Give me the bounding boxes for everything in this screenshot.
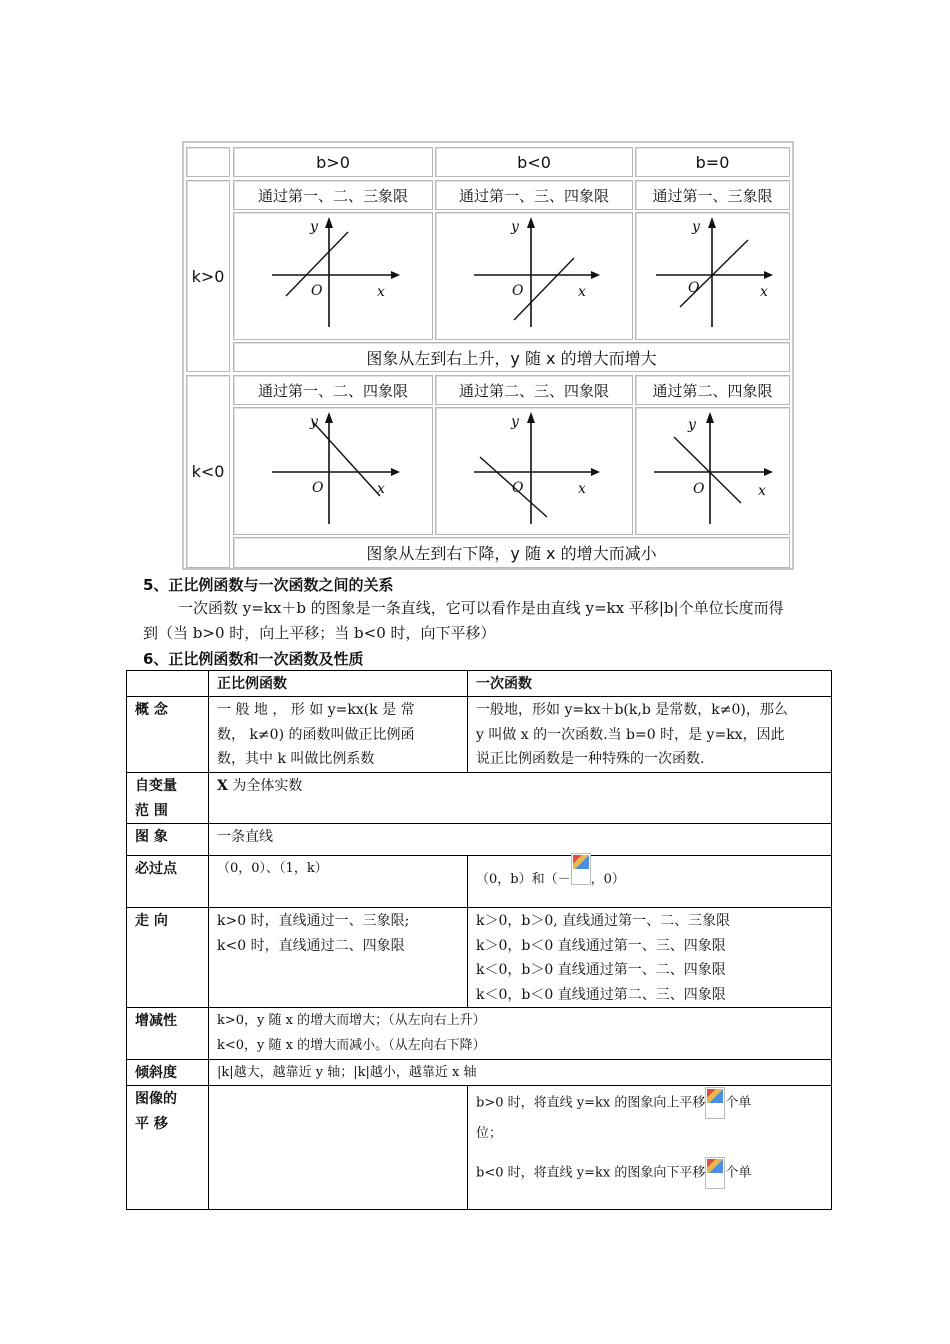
direction-linear [467, 907, 832, 1008]
label-direction: 走 向 [126, 907, 209, 1008]
summary-text: 图象从左到右上升，y 随 x 的增大而增大 [366, 348, 657, 368]
monotonic-line: k<0，y 随 x 的增大而减小。（从左向右下降） [217, 1037, 486, 1053]
label-graph: 图 象 [126, 823, 209, 856]
x-label: x [377, 284, 385, 300]
line-graph-k-pos-b-pos [234, 212, 432, 340]
quadrant-cell [635, 180, 790, 210]
shift-text: 个单 [725, 1095, 752, 1111]
shift-line-unit: 位； [476, 1126, 503, 1141]
label-line: 范 围 [135, 802, 168, 819]
points-text: ，0） [590, 872, 625, 887]
fraction-image-icon [705, 1087, 725, 1119]
domain-variable: X [217, 778, 228, 794]
y-label: y [511, 219, 519, 235]
y-arrow-icon [527, 217, 535, 228]
x-arrow-icon [591, 271, 600, 279]
y-label: y [511, 414, 519, 430]
shift-text: b>0 时，将直线 y=kx 的图象向上平移 [476, 1095, 706, 1111]
quadrant-cell [435, 180, 633, 210]
x-arrow-icon [391, 271, 400, 279]
summary-cell [233, 537, 790, 568]
shift-linear [467, 1085, 832, 1210]
line-graph-k-pos-b-neg [436, 212, 632, 340]
header-proportional: 正比例函数 [208, 670, 468, 697]
x-label: x [760, 284, 768, 300]
graph-cell [435, 212, 633, 340]
section6-heading: 6、正比例函数和一次函数及性质 [143, 650, 364, 668]
direction-line: k<0 时，直线通过二、四象限 [217, 937, 405, 954]
concept-line: 数， k≠0) 的函数叫做正比例函 [217, 726, 415, 743]
corner-cell [186, 147, 230, 177]
col-header-text: b=0 [695, 152, 730, 172]
origin-label: O [512, 480, 524, 496]
fraction-image-icon [705, 1157, 725, 1189]
graph-cell [435, 407, 633, 535]
direction-line: k＜0，b＞0 直线通过第一、二、四象限 [476, 962, 726, 979]
graph-cell [233, 407, 433, 535]
line-graph-k-pos-b-zero [636, 212, 789, 340]
quadrant-cell [435, 375, 633, 405]
shift-text: 个单 [725, 1165, 752, 1181]
direction-line: k＜0，b＜0 直线通过第二、三、四象限 [476, 986, 726, 1003]
section5-body-line2: 到（当 b>0 时，向上平移；当 b<0 时，向下平移） [143, 624, 496, 642]
x-label: x [578, 284, 586, 300]
origin-label: O [312, 480, 324, 496]
origin-label: O [311, 283, 323, 299]
graph-cell [635, 212, 790, 340]
function-line [680, 240, 748, 307]
points-proportional: （0，0）、（1，k） [208, 855, 468, 908]
direction-line: k>0 时，直线通过一、三象限; [217, 913, 410, 929]
line-graph-k-neg-b-pos [234, 407, 432, 535]
y-label: y [310, 219, 318, 235]
slope-value: |k|越大，越靠近 y 轴；|k|越小，越靠近 x 轴 [208, 1059, 832, 1086]
shift-text: b<0 时，将直线 y=kx 的图象向下平移 [476, 1165, 706, 1181]
direction-line: k＞0，b＞0, 直线通过第一、二、三象限 [476, 913, 731, 929]
col-header-b-negative [435, 147, 633, 177]
quadrant-cell [233, 375, 433, 405]
x-arrow-icon [591, 468, 600, 476]
y-arrow-icon [527, 412, 535, 423]
row-label-k-negative [186, 375, 230, 568]
quadrant-text: 通过第二、四象限 [652, 381, 773, 400]
origin-label: O [512, 283, 524, 299]
graph-value: 一条直线 [208, 823, 832, 856]
label-domain [126, 772, 209, 824]
monotonic-line: k>0，y 随 x 的增大而增大；（从左向右上升） [217, 1013, 486, 1028]
monotonic-value [208, 1007, 832, 1060]
y-arrow-icon [708, 217, 716, 228]
x-arrow-icon [391, 468, 400, 476]
label-line: 图像的 [135, 1091, 177, 1107]
row-label-text: k>0 [191, 266, 225, 286]
concept-proportional [208, 696, 468, 773]
label-slope: 倾斜度 [126, 1059, 209, 1086]
col-header-b-zero [635, 147, 790, 177]
x-label: x [377, 481, 385, 497]
graph-table [182, 141, 794, 570]
y-label: y [310, 414, 318, 430]
section5-body-line1: 一次函数 y=kx＋b 的图象是一条直线，它可以看作是由直线 y=kx 平移|b|个单位长度而得 [178, 599, 784, 617]
label-shift [126, 1085, 209, 1210]
y-arrow-icon [325, 412, 333, 423]
x-label: x [578, 481, 586, 497]
concept-line: 一 般 地 ， 形 如 y=kx(k 是 常 [217, 702, 415, 718]
y-arrow-icon [325, 217, 333, 228]
header-linear: 一次函数 [467, 670, 832, 697]
fraction-image-icon [571, 853, 591, 885]
quadrant-text: 通过第一、二、四象限 [257, 381, 408, 400]
quadrant-text: 通过第一、三象限 [652, 186, 773, 205]
y-label: y [692, 219, 700, 235]
label-points: 必过点 [126, 855, 209, 908]
quadrant-cell [233, 180, 433, 210]
quadrant-text: 通过第一、二、三象限 [257, 186, 408, 205]
x-arrow-icon [764, 468, 773, 476]
summary-cell [233, 342, 790, 372]
header-corner [126, 670, 209, 697]
domain-value [208, 772, 832, 824]
row-label-text: k<0 [191, 462, 225, 481]
properties-table [126, 670, 832, 1210]
domain-text: 为全体实数 [227, 778, 303, 794]
concept-line: y 叫做 x 的一次函数.当 b=0 时，是 y=kx，因此 [476, 726, 785, 743]
shift-proportional [208, 1085, 468, 1210]
function-line [674, 437, 741, 503]
y-label: y [688, 417, 696, 433]
shift-line-up [476, 1087, 823, 1121]
quadrant-cell [635, 375, 790, 405]
label-line: 自变量 [135, 778, 177, 794]
y-arrow-icon [706, 412, 714, 423]
concept-linear [467, 696, 832, 773]
points-linear [467, 855, 832, 908]
concept-line: 一般地，形如 y=kx＋b(k,b 是常数，k≠0)，那么 [476, 702, 788, 718]
concept-line: 数，其中 k 叫做比例系数 [217, 751, 375, 768]
line-graph-k-neg-b-zero [636, 407, 789, 535]
summary-text: 图象从左到右下降，y 随 x 的增大而减小 [366, 544, 657, 563]
line-graph-k-neg-b-neg [436, 407, 632, 535]
col-header-text: b<0 [517, 152, 551, 172]
label-line: 平 移 [135, 1115, 168, 1132]
row-label-k-positive [186, 180, 230, 372]
direction-line: k＞0，b＜0 直线通过第一、三、四象限 [476, 937, 726, 954]
shift-line-down [476, 1157, 823, 1189]
quadrant-text: 通过第一、三、四象限 [458, 186, 609, 205]
graph-cell [233, 212, 433, 340]
label-concept: 概 念 [126, 696, 209, 773]
concept-line: 说正比例函数是一种特殊的一次函数. [476, 751, 705, 768]
col-header-b-positive [233, 147, 433, 177]
quadrant-text: 通过第二、三、四象限 [458, 381, 609, 400]
graph-cell [635, 407, 790, 535]
x-label: x [758, 483, 766, 499]
label-monotonic: 增减性 [126, 1007, 209, 1060]
origin-label: O [688, 280, 700, 296]
origin-label: O [693, 481, 705, 497]
direction-proportional [208, 907, 468, 1008]
section5-heading: 5、正比例函数与一次函数之间的关系 [143, 576, 394, 594]
points-text: （0，b）和（－ [476, 872, 571, 887]
x-arrow-icon [764, 271, 773, 279]
col-header-text: b>0 [316, 152, 350, 172]
